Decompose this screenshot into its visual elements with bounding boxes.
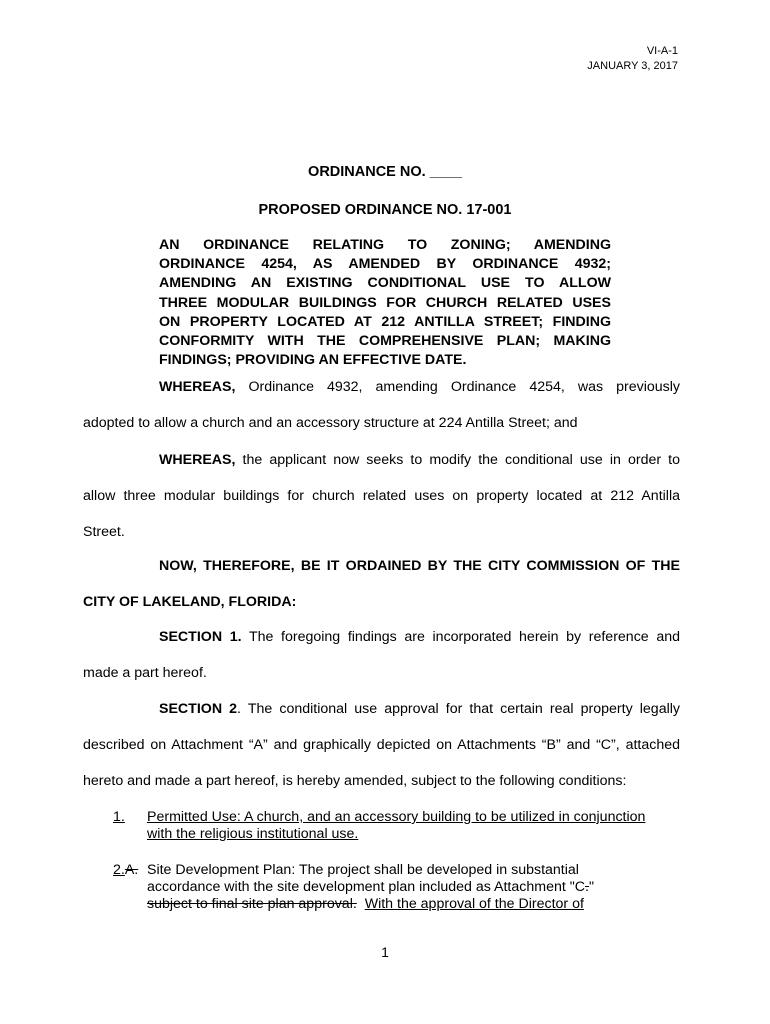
title-line: AN ORDINANCE RELATING TO ZONING; AMENDING xyxy=(159,237,611,253)
document-date: JANUARY 3, 2017 xyxy=(587,60,678,72)
condition-item-1: 1. Permitted Use: A church, and an accessory building to be utilized in conjunction with the religious institutional use. xyxy=(113,809,646,842)
page-number: 1 xyxy=(381,944,389,960)
page-header xyxy=(587,44,678,74)
ordinance-title xyxy=(159,236,611,370)
title-line: CONFORMITY WITH THE COMPREHENSIVE PLAN; MAKING xyxy=(159,333,611,350)
whereas-lead: WHEREAS, xyxy=(159,379,236,395)
condition-number: 2.A. xyxy=(113,862,139,878)
title-line: FINDINGS; PROVIDING AN EFFECTIVE DATE. xyxy=(159,352,467,369)
section-heading: SECTION 2 xyxy=(159,701,238,717)
title-line: ON PROPERTY LOCATED AT 212 ANTILLA STREET; FINDING xyxy=(159,313,611,330)
ordinance-number: ORDINANCE NO. ____ xyxy=(308,164,462,180)
title-line: THREE MODULAR BUILDINGS FOR CHURCH RELATED USES xyxy=(159,294,611,311)
whereas-lead: WHEREAS, xyxy=(159,452,236,468)
condition-number: 1. xyxy=(113,809,125,825)
proposed-ordinance-number: PROPOSED ORDINANCE NO. 17-001 xyxy=(258,202,512,218)
document-code: VI-A-1 xyxy=(646,45,678,57)
title-line: ORDINANCE 4254, AS AMENDED BY ORDINANCE 4932; xyxy=(159,256,611,273)
title-line: AMENDING AN EXISTING CONDITIONAL USE TO ALLOW xyxy=(159,275,611,292)
document-page: VI-A-1 JANUARY 3, 2017 ORDINANCE NO. ____ PROPOSED ORDINANCE NO. 17-001 AN ORDINANCE RELATING TO ZONING; AMENDING ORDINANCE 4254, AS AMENDED BY ORDINANCE 4932; AMENDING AN EXISTING CONDITIONAL USE TO ALLOW THREE MODULAR BUILDINGS FOR CHURCH RELATED USES ON PROPERTY LOCATED AT 212 ANTILLA STREET; FINDING CONFORMITY WITH THE COMPREHENSIVE PLAN; MAKING FINDINGS; PROVIDING AN EFFECTIVE DATE. WHEREAS, Ordinance 4932, amending Ordinance 4254, was previously adopted to allow a church and an accessory structure at 224 Antilla Street; and WHEREAS, the applicant now seeks to modify the conditional use in order to allow three modular buildings for church related uses on property located at 212 Antilla Street. NOW, THEREFORE, BE IT ORDAINED BY THE CITY COMMISSION OF THE CITY OF LAKELAND, FLORIDA: SECTION 1. The foregoing findings are incorporated herein by reference and made a part hereof. SECTION 2. The conditional use approval for that certain real property legally described on Attachment “A” and graphically depicted on Attachments “B” and “C”, attached hereto and made a part hereof, is hereby amended, subject to the following conditions: 1. Permitted Use: A church, and an accessory building to be utilized in conjunction with the religious institutional use. 2.A. Site Development Plan: The project shall be developed in substantial accordance with the site development plan included as Attachment "C." subject to final site plan approval. With the approval of the Director of 1 xyxy=(0,0,770,1024)
section-heading: SECTION 1. xyxy=(159,629,242,645)
condition-item-2: 2.A. Site Development Plan: The project shall be developed in substantial accordance with the site development plan included as Attachment "C." subject to final site plan approval. With the approval of the Director of xyxy=(113,862,595,912)
